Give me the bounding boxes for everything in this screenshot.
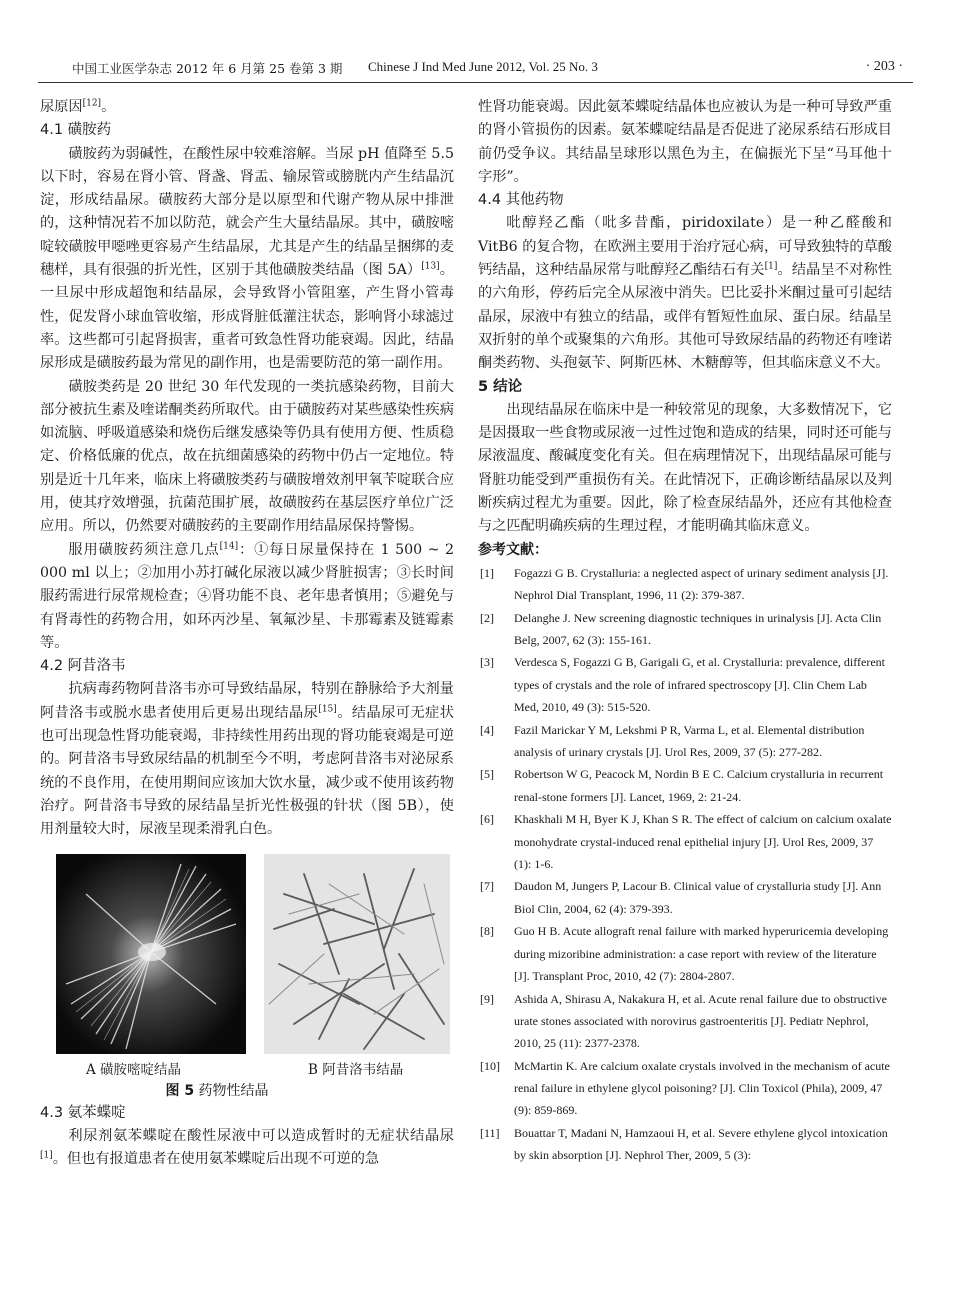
section-heading-4-3: 4.3 氨苯蝶啶: [40, 1104, 126, 1121]
reference-number: [9]: [480, 991, 494, 1006]
reference-item: [478, 1122, 892, 1166]
text: 抗病毒药物阿昔洛韦亦可导致结晶尿，特别在静脉给予大剂量阿昔洛韦或脱水患者使用后更易出现结晶尿: [40, 681, 454, 721]
reference-number: [7]: [480, 879, 494, 894]
figure-5a-label: A 磺胺嘧啶结晶: [86, 1061, 182, 1078]
figure-5: [40, 854, 454, 1080]
text: 。: [101, 99, 116, 115]
left-column: [40, 96, 454, 1171]
reference-number: [5]: [480, 767, 494, 782]
right-column: [478, 96, 892, 1167]
paragraph-conclusion: 出现结晶尿在临床中是一种较常见的现象，大多数情况下，它是因摄取一些食物或尿液一过性过饱和造成的结果，同时还可能与尿液温度、酸碱度变化有关。但在病理情况下，出现结晶尿可能与肾脏功能受到严重损伤有关。在此情况下，正确诊断结晶尿以及判断疾病过程尤为重要。因此，除了检查尿结晶外，还应有其他检查与之匹配明确疾病的生理过程，才能明确其临床意义。: [478, 401, 892, 535]
section-heading-4-4: 4.4 其他药物: [478, 192, 564, 209]
paragraph-continued: [40, 96, 454, 119]
references-heading: 参考文献：: [478, 541, 548, 558]
reference-item: [478, 763, 892, 807]
reference-text: Daudon M, Jungers P, Lacour B. Clinical value of crystalluria study [J]. Ann Biol Clin, 2004, 62 (4): 379-393.: [514, 879, 882, 916]
figure-caption: [40, 1080, 454, 1102]
section-heading-5: [478, 376, 892, 399]
paragraph-sulfonamide-history: 磺胺类药是 20 世纪 30 年代发现的一类抗感染药物，目前大部分被抗生素及喹诺酮类药所取代。由于磺胺药对某些感染性疾病如流脑、呼吸道感染和烧伤后继发感染等仍具有使用方便、性质稳定、价格低廉的优点，故在抗细菌感染的药物中仍占一定地位。特别是近十几年来，临床上将磺胺类药与磺胺增效剂甲氧苄啶联合应用，使其疗效增强，抗菌范围扩展，故磺胺药在基层医疗单位广泛应用。所以，仍然要对磺胺药的主要副作用结晶尿保持警惕。: [40, 378, 454, 535]
citation: [15]: [318, 703, 337, 714]
reference-text: Ashida A, Shirasu A, Nakakura H, et al. Acute renal failure due to obstructive urate stones associated with norovirus gastroenteritis [J]. Pediatr Nephrol, 2010, 25 (11): 2377-2378.: [514, 991, 887, 1050]
paragraph-triamterene-continued: 性肾功能衰竭。因此氨苯蝶啶结晶体也应被认为是一种可导致严重的肾小管损伤的因素。氨苯蝶啶结晶是否促进了泌尿系结石形成目前仍受争议。其结晶呈球形以黑色为主，在偏振光下呈“马耳他十字形”。: [478, 99, 892, 185]
citation: [12]: [82, 98, 102, 109]
text: 。一旦尿中形成超饱和结晶尿，会导致肾小管阻塞，产生肾小管毒性，促发肾小球血管收缩，形成肾脏低灌注状态，影响肾小球滤过率。这些都可引起肾损害，重者可致急性肾功能衰竭。因此，结晶尿形成是磺胺药最为常见的副作用，也是需要防范的第一副作用。: [40, 262, 454, 372]
reference-number: [2]: [480, 610, 494, 625]
running-header: [38, 56, 913, 83]
paragraph-acyclovir: [40, 678, 454, 841]
text: 。但也有报道患者在使用氨苯蝶啶后出现不可逆的急: [52, 1151, 380, 1168]
journal-title-cn: 中国工业医学杂志 2012 年 6 月第 25 卷第 3 期: [72, 61, 343, 76]
reference-number: [4]: [480, 722, 494, 737]
reference-number: [3]: [480, 655, 494, 670]
reference-text: Fazil Marickar Y M, Lekshmi P R, Varma L, et al. Elemental distribution analysis of urinary crystals [J]. Urol Res, 2009, 37 (5): 277-282.: [514, 722, 865, 759]
reference-item: [478, 607, 892, 651]
paragraph-sulfonamide-precautions: [40, 539, 454, 655]
reference-item: [478, 920, 892, 987]
paragraph-triamterene: [40, 1125, 454, 1172]
citation: [1]: [40, 1150, 53, 1161]
reference-text: Delanghe J. New screening diagnostic techniques in urinalysis [J]. Acta Clin Belg, 2007, 62 (3): 155-161.: [514, 610, 882, 647]
sulfadiazine-crystal-micrograph: [56, 854, 246, 1054]
reference-list: [478, 562, 892, 1166]
reference-text: Fogazzi G B. Crystalluria: a neglected aspect of urinary sediment analysis [J]. Nephrol Dial Transplant, 1996, 11 (2): 379-387.: [514, 565, 889, 602]
reference-text: Bouattar T, Madani N, Hamzaoui H, et al. Severe ethylene glycol intoxication by skin absorption [J]. Nephrol Ther, 2009, 5 (3):: [514, 1125, 888, 1162]
reference-item: [478, 719, 892, 763]
reference-text: Verdesca S, Fogazzi G B, Garigali G, et al. Crystalluria: prevalence, different types of crystals and the role of infrared spectroscopy [J]. Clin Chem Lab Med, 2010, 49 (3): 515-520.: [514, 655, 885, 714]
reference-number: [6]: [480, 812, 494, 827]
reference-number: [11]: [480, 1125, 500, 1140]
figure-5b-label: B 阿昔洛韦结晶: [308, 1061, 404, 1078]
reference-text: Khaskhali M H, Byer K J, Khan S R. The effect of calcium on calcium oxalate monohydrate crystal-induced renal epithelial injury [J]. Urol Res, 2009, 37 (1): 1-6.: [514, 812, 892, 871]
reference-item: [478, 1055, 892, 1122]
acyclovir-crystal-image: [264, 854, 450, 1054]
figure-number: 图 5: [165, 1082, 195, 1099]
reference-text: Robertson W G, Peacock M, Nordin B E C. Calcium crystalluria in recurrent renal-stone formers [J]. Lancet, 1969, 2: 21-24.: [514, 767, 884, 804]
reference-number: [8]: [480, 924, 494, 939]
reference-item: [478, 875, 892, 919]
section-heading-4-1: 4.1 磺胺药: [40, 122, 112, 139]
figure-title: 药物性结晶: [194, 1082, 269, 1099]
reference-item: [478, 562, 892, 606]
reference-text: McMartin K. Are calcium oxalate crystals involved in the mechanism of acute renal failure in ethylene glycol poisoning? [J]. Clin Toxicol (Phila), 2009, 47 (9): 859-869.: [514, 1058, 890, 1118]
text: 。结晶呈不对称性的六角形，停药后完全从尿液中消失。巴比妥扑米酮过量可引起结晶尿，尿液中有独立的结晶，或伴有暂短性血尿、蛋白尿。结晶呈双折射的单个或聚集的六角形。其他可导致尿结晶的药物还有喹诺酮类药物、头孢氨苄、阿斯匹林、木糖醇等，但其临床意义不大。: [478, 262, 892, 372]
text: 利尿剂氨苯蝶啶在酸性尿液中可以造成暂时的无症状结晶尿: [68, 1127, 454, 1144]
section-number: 5: [478, 378, 489, 395]
journal-title-en: Chinese J Ind Med June 2012, Vol. 25 No. 3: [368, 59, 598, 74]
paragraph-other-drugs: [478, 212, 892, 375]
page-number: · 203 ·: [865, 59, 903, 74]
text: 尿原因: [40, 99, 83, 115]
reference-item: [478, 808, 892, 875]
section-title: 结论: [488, 378, 523, 395]
paragraph-sulfonamide: [40, 143, 454, 376]
citation: [14]: [219, 540, 239, 551]
section-heading-4-2: 4.2 阿昔洛韦: [40, 658, 126, 675]
text: 服用磺胺药须注意几点: [68, 541, 220, 558]
reference-item: [478, 651, 892, 718]
reference-number: [10]: [480, 1058, 500, 1073]
text: 吡醇羟乙酯（吡多昔酯，piridoxilate）是一种乙醛酸和 VitB6 的复合物，在欧洲主要用于治疗冠心病，可导致独特的草酸钙结晶，这种结晶尿常与吡醇羟乙酯结石有关: [478, 215, 892, 279]
sulfadiazine-crystal-image: [56, 854, 246, 1054]
citation: [1]: [764, 261, 778, 272]
reference-item: [478, 988, 892, 1055]
text: 。结晶尿可无症状也可出现急性肾功能衰竭，非持续性用药出现的肾功能衰竭是可逆的。阿昔洛韦导致尿结晶的机制至今不明，考虑阿昔洛韦对泌尿系统的不良作用，在使用期间应该加大饮水量，减少或不使用该药物治疗。阿昔洛韦导致的尿结晶呈折光性极强的针状（图 5B），使用剂量较大时，尿液呈现柔滑乳白色。: [40, 704, 454, 838]
citation: [13]: [421, 261, 440, 272]
acyclovir-crystal-micrograph: [264, 854, 450, 1054]
reference-number: [1]: [480, 565, 494, 580]
text: ：①每日尿量保持在 1 500 ~ 2 000 ml 以上；②加用小苏打碱化尿液以减少肾脏损害；③长时间服药需进行尿常规检查；④肾功能不良、老年患者慎用；⑤避免与有肾毒性的药物合用，如环丙沙星、氧氟沙星、卡那霉素及链霉素等。: [40, 541, 454, 651]
text: 磺胺药为弱碱性，在酸性尿中较难溶解。当尿 pH 值降至 5.5 以下时，容易在肾小管、肾盏、肾盂、输尿管或膀胱内产生结晶沉淀，形成结晶尿。磺胺药大部分是以原型和代谢产物从尿中排泄的，这种情况若不加以防范，就会产生大量结晶尿。其中，磺胺嘧啶较磺胺甲噁唑更容易产生结晶尿，尤其是产生的结晶呈捆绑的麦穗样，具有很强的折光性，区别于其他磺胺类结晶（图 5A）: [40, 145, 454, 279]
reference-text: Guo H B. Acute allograft renal failure with marked hyperuricemia developing during mizoribine administration: a case report with review of the literature [J]. Transplant Proc, 2010, 42 (7): 2804-2807.: [514, 924, 889, 983]
